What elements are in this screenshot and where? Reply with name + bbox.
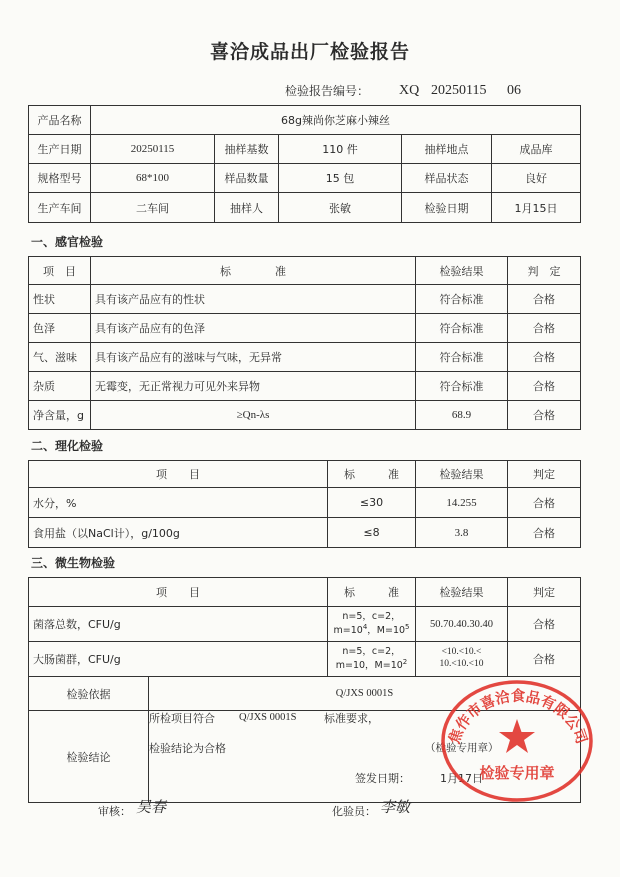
sensory-std: 具有该产品应有的滋味与气味，无异常: [91, 343, 416, 372]
micro-result-line2: 10.<10.<10: [439, 659, 484, 669]
sensory-std: ≥Qn-λs: [91, 401, 416, 430]
inspect-date: 1月15日: [492, 193, 581, 223]
micro-std-m-exp: 4: [362, 622, 368, 631]
prod-date-label: 生产日期: [29, 135, 91, 164]
sample-state-label: 样品状态: [402, 164, 492, 193]
physchem-item: 食用盐（以NaCl计），g/100g: [29, 518, 328, 548]
micro-header-result: 检验结果: [416, 578, 508, 607]
spec-label: 规格型号: [29, 164, 91, 193]
sensory-header-judge: 判 定: [508, 257, 581, 285]
seal-note: （检验专用章）: [425, 742, 499, 754]
sensory-title: 一、感官检验: [31, 235, 104, 249]
physchem-header-std: 标 准: [328, 461, 416, 488]
physchem-header-item: 项 目: [29, 461, 328, 488]
sensory-item: 净含量，g: [29, 401, 91, 430]
sensory-item: 性状: [29, 285, 91, 314]
physchem-result: 14.255: [416, 488, 508, 518]
report-no-label: 检验报告编号：: [285, 84, 370, 98]
physchem-std: ≤30: [328, 488, 416, 518]
conclusion-line2: 检验结论为合格: [149, 742, 226, 755]
sensory-std: 无霉变，无正常视力可见外来异物: [91, 372, 416, 401]
report-title: 喜洽成品出厂检验报告: [209, 41, 410, 63]
sensory-judge: 合格: [508, 372, 581, 401]
micro-header-judge: 判定: [508, 578, 581, 607]
micro-item: 大肠菌群，CFU/g: [29, 642, 328, 677]
micro-title: 三、微生物检验: [31, 556, 116, 570]
micro-std: [328, 607, 416, 642]
report-no-number: 20250115: [431, 83, 487, 98]
sensory-header-std: 标 准: [91, 257, 416, 285]
micro-std-line1: n=5，c=2，: [342, 646, 401, 658]
inspect-date-label: 检验日期: [402, 193, 492, 223]
sample-qty-label: 样品数量: [215, 164, 279, 193]
sensory-item: 气、滋味: [29, 343, 91, 372]
sample-state: 良好: [492, 164, 581, 193]
sensory-result: 符合标准: [416, 372, 508, 401]
micro-std-m: m=10，M=10: [335, 660, 403, 672]
sensory-result: 符合标准: [416, 285, 508, 314]
review-signature: 吴春: [136, 798, 167, 816]
micro-header-item: 项 目: [29, 578, 328, 607]
basis-label: 检验依据: [29, 677, 149, 711]
report-no-prefix: XQ: [399, 83, 420, 98]
micro-std-line1: n=5，c=2，: [342, 611, 401, 623]
sensory-judge: 合格: [508, 401, 581, 430]
spec: 68*100: [91, 164, 215, 193]
physchem-judge: 合格: [508, 518, 581, 548]
micro-item: 菌落总数，CFU/g: [29, 607, 328, 642]
micro-std-m: m=10: [333, 625, 363, 637]
sample-place-label: 抽样地点: [402, 135, 492, 164]
seal-purpose: 检验专用章: [479, 764, 555, 782]
micro-result: [416, 642, 508, 677]
micro-std-bigm-exp: 5: [405, 622, 410, 631]
micro-std-bigm: ，M=10: [367, 625, 406, 637]
physchem-title: 二、理化检验: [31, 439, 104, 453]
issue-date: 1月17日: [440, 772, 483, 785]
sample-qty: 15 包: [279, 164, 402, 193]
issue-date-label: 签发日期：: [355, 772, 410, 785]
product-name: 68g辣尚你芝麻小辣丝: [91, 106, 581, 135]
micro-std: [328, 642, 416, 677]
workshop: 二车间: [91, 193, 215, 223]
sensory-item: 色泽: [29, 314, 91, 343]
conclusion-line1-a: 所检项目符合: [149, 712, 215, 725]
micro-result: 50.70.40.30.40: [416, 607, 508, 642]
sample-place: 成品库: [492, 135, 581, 164]
sampler: 张敏: [279, 193, 402, 223]
physchem-header-result: 检验结果: [416, 461, 508, 488]
sensory-std: 具有该产品应有的性状: [91, 285, 416, 314]
sensory-header-item: 项 目: [29, 257, 91, 285]
product-name-label: 产品名称: [29, 106, 91, 135]
physchem-item: 水分，%: [29, 488, 328, 518]
conclusion-line1-b: Q/JXS 0001S: [239, 712, 297, 723]
micro-judge: 合格: [508, 642, 581, 677]
micro-result-line1: <10.<10.<: [441, 647, 482, 658]
sensory-result: 符合标准: [416, 343, 508, 372]
physchem-judge: 合格: [508, 488, 581, 518]
micro-header-std: 标 准: [328, 578, 416, 607]
sensory-std: 具有该产品应有的色泽: [91, 314, 416, 343]
sampler-label: 抽样人: [215, 193, 279, 223]
physchem-header-judge: 判定: [508, 461, 581, 488]
physchem-result: 3.8: [416, 518, 508, 548]
physchem-std: ≤8: [328, 518, 416, 548]
sensory-result: 68.9: [416, 401, 508, 430]
basis-value: Q/JXS 0001S: [149, 677, 581, 711]
workshop-label: 生产车间: [29, 193, 91, 223]
physchem-table: [28, 460, 581, 548]
sensory-table: [28, 256, 581, 430]
micro-std-line2: [331, 623, 412, 637]
seal-company: 焦作市喜洽食品有限公司: [446, 689, 590, 747]
sensory-judge: 合格: [508, 314, 581, 343]
micro-judge: 合格: [508, 607, 581, 642]
chemist-signature: 李敏: [380, 798, 411, 816]
sample-base-label: 抽样基数: [215, 135, 279, 164]
conclusion-label: 检验结论: [29, 711, 149, 803]
micro-std-line2: [331, 658, 412, 672]
micro-std-bigm-exp: 2: [402, 657, 408, 666]
info-table: [28, 105, 581, 223]
sample-base: 110 件: [279, 135, 402, 164]
sensory-judge: 合格: [508, 285, 581, 314]
sensory-header-result: 检验结果: [416, 257, 508, 285]
sensory-judge: 合格: [508, 343, 581, 372]
report-no-suffix: 06: [507, 83, 521, 98]
conclusion-line1-c: 标准要求，: [324, 712, 379, 725]
chemist-label: 化验员：: [332, 805, 376, 818]
prod-date: 20250115: [91, 135, 215, 164]
inspection-seal: [438, 675, 596, 803]
sensory-result: 符合标准: [416, 314, 508, 343]
review-label: 审核：: [98, 805, 131, 818]
sensory-item: 杂质: [29, 372, 91, 401]
